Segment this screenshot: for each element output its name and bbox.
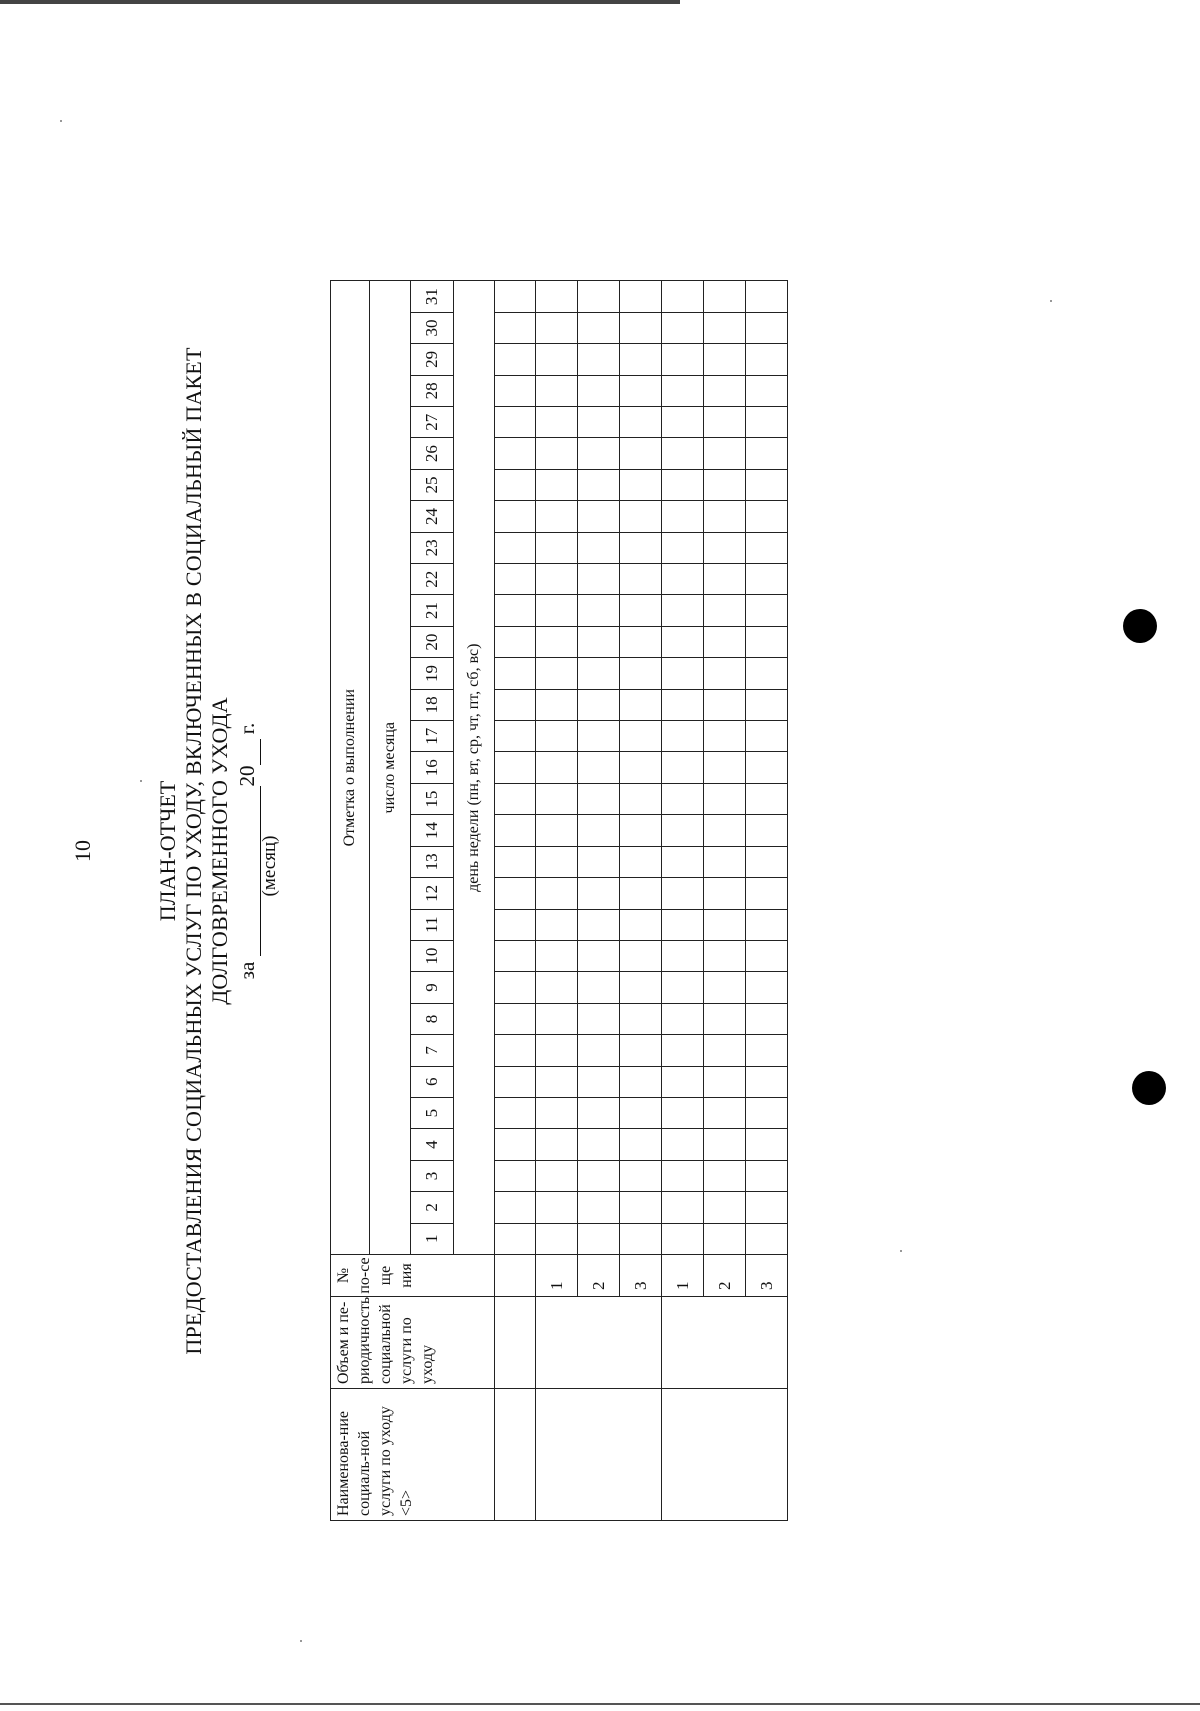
empty-cell: [495, 1035, 536, 1066]
day-number-cell: 23: [411, 532, 454, 563]
mark-cell: [620, 1003, 662, 1034]
mark-cell: [704, 501, 746, 532]
mark-cell: [536, 344, 578, 375]
year-blank: [238, 739, 261, 765]
mark-cell: [662, 878, 704, 909]
mark-cell: [704, 878, 746, 909]
mark-cell: [620, 1097, 662, 1128]
mark-cell: [620, 1223, 662, 1254]
mark-cell: [704, 532, 746, 563]
mark-cell: [704, 1160, 746, 1191]
day-number-cell: 16: [411, 752, 454, 783]
mark-cell: [536, 783, 578, 814]
mark-cell: [620, 1192, 662, 1223]
mark-cell: [662, 501, 704, 532]
visit-number-cell: 2: [578, 1255, 620, 1297]
day-number-cell: 9: [411, 972, 454, 1003]
mark-cell: [536, 1035, 578, 1066]
day-number-cell: 6: [411, 1066, 454, 1097]
mark-cell: [578, 783, 620, 814]
year-prefix: 20: [235, 765, 259, 787]
mark-cell: [536, 846, 578, 877]
mark-cell: [746, 626, 788, 657]
empty-cell: [495, 846, 536, 877]
mark-cell: [578, 940, 620, 971]
mark-cell: [704, 689, 746, 720]
mark-cell: [746, 752, 788, 783]
scan-bottom-edge: [0, 1703, 1200, 1705]
mark-cell: [662, 375, 704, 406]
mark-cell: [704, 564, 746, 595]
mark-cell: [662, 626, 704, 657]
mark-cell: [536, 689, 578, 720]
mark-cell: [536, 815, 578, 846]
mark-cell: [704, 407, 746, 438]
mark-cell: [662, 595, 704, 626]
mark-cell: [620, 689, 662, 720]
empty-cell: [495, 501, 536, 532]
day-number-cell: 24: [411, 501, 454, 532]
mark-cell: [704, 281, 746, 312]
header-visit-number: № по-се ще ния: [331, 1255, 495, 1297]
mark-cell: [536, 626, 578, 657]
day-number-cell: 2: [411, 1192, 454, 1223]
mark-cell: [620, 281, 662, 312]
service-name-cell: [662, 1389, 788, 1521]
mark-cell: [746, 1223, 788, 1254]
mark-cell: [578, 532, 620, 563]
mark-cell: [662, 972, 704, 1003]
empty-cell: [495, 815, 536, 846]
mark-cell: [746, 312, 788, 343]
mark-cell: [620, 783, 662, 814]
day-number-cell: 26: [411, 438, 454, 469]
mark-cell: [578, 909, 620, 940]
month-blank: [238, 786, 261, 956]
empty-cell: [495, 1223, 536, 1254]
mark-cell: [746, 972, 788, 1003]
mark-cell: [620, 909, 662, 940]
mark-cell: [746, 1066, 788, 1097]
day-number-cell: 19: [411, 658, 454, 689]
header-weekday: день недели (пн, вт, ср, чт, пт, сб, вс): [454, 281, 495, 1255]
mark-cell: [704, 438, 746, 469]
rotated-sheet: [0, 91, 1140, 1611]
mark-cell: [536, 375, 578, 406]
mark-cell: [746, 1003, 788, 1034]
mark-cell: [620, 595, 662, 626]
mark-cell: [536, 972, 578, 1003]
header-row: [331, 281, 370, 1521]
mark-cell: [704, 909, 746, 940]
mark-cell: [662, 1192, 704, 1223]
mark-cell: [620, 972, 662, 1003]
empty-cell: [495, 878, 536, 909]
mark-cell: [578, 501, 620, 532]
visit-number-cell: 3: [620, 1255, 662, 1297]
mark-cell: [704, 312, 746, 343]
mark-cell: [746, 815, 788, 846]
empty-cell: [495, 721, 536, 752]
mark-cell: [578, 721, 620, 752]
mark-cell: [704, 1097, 746, 1128]
empty-cell: [495, 1192, 536, 1223]
mark-cell: [746, 1129, 788, 1160]
mark-cell: [662, 658, 704, 689]
mark-cell: [536, 1129, 578, 1160]
visit-number-cell: 1: [662, 1255, 704, 1297]
mark-cell: [536, 438, 578, 469]
mark-cell: [536, 564, 578, 595]
day-number-cell: 8: [411, 1003, 454, 1034]
mark-cell: [536, 1192, 578, 1223]
mark-cell: [746, 658, 788, 689]
mark-cell: [704, 1129, 746, 1160]
title-line-1: ПЛАН-ОТЧЕТ: [155, 780, 180, 922]
mark-cell: [662, 438, 704, 469]
mark-cell: [662, 1035, 704, 1066]
mark-cell: [536, 1160, 578, 1191]
mark-cell: [578, 312, 620, 343]
mark-cell: [704, 972, 746, 1003]
mark-cell: [620, 407, 662, 438]
mark-cell: [620, 1035, 662, 1066]
period-prefix: за: [235, 961, 259, 980]
mark-cell: [578, 595, 620, 626]
empty-cell: [495, 407, 536, 438]
day-number-cell: 31: [411, 281, 454, 312]
mark-cell: [746, 407, 788, 438]
mark-cell: [578, 658, 620, 689]
day-number-cell: 1: [411, 1223, 454, 1254]
mark-cell: [620, 344, 662, 375]
mark-cell: [578, 344, 620, 375]
mark-cell: [620, 375, 662, 406]
empty-cell: [495, 344, 536, 375]
mark-cell: [620, 501, 662, 532]
mark-cell: [578, 689, 620, 720]
mark-cell: [746, 846, 788, 877]
mark-cell: [704, 1003, 746, 1034]
page-number: 10: [70, 840, 95, 862]
mark-cell: [536, 1097, 578, 1128]
mark-cell: [620, 1160, 662, 1191]
mark-cell: [578, 438, 620, 469]
table-row: [536, 281, 578, 1521]
mark-cell: [578, 1097, 620, 1128]
mark-cell: [704, 1192, 746, 1223]
mark-cell: [620, 658, 662, 689]
table-row: [662, 281, 704, 1521]
title-block: [155, 251, 281, 1451]
mark-cell: [746, 532, 788, 563]
day-number-cell: 29: [411, 344, 454, 375]
empty-cell: [495, 752, 536, 783]
year-suffix: г.: [235, 722, 259, 735]
mark-cell: [620, 1129, 662, 1160]
mark-cell: [662, 1223, 704, 1254]
mark-cell: [746, 878, 788, 909]
empty-cell: [495, 940, 536, 971]
scan-speck: [300, 1640, 302, 1642]
empty-cell: [495, 689, 536, 720]
mark-cell: [620, 438, 662, 469]
day-number-cell: 5: [411, 1097, 454, 1128]
mark-cell: [704, 815, 746, 846]
empty-cell: [495, 438, 536, 469]
mark-cell: [704, 469, 746, 500]
mark-cell: [704, 846, 746, 877]
mark-cell: [578, 375, 620, 406]
day-number-cell: 11: [411, 909, 454, 940]
mark-cell: [620, 564, 662, 595]
mark-cell: [704, 1035, 746, 1066]
mark-cell: [704, 1066, 746, 1097]
empty-cell: [495, 1003, 536, 1034]
mark-cell: [620, 626, 662, 657]
mark-cell: [704, 752, 746, 783]
day-number-cell: 22: [411, 564, 454, 595]
mark-cell: [620, 1066, 662, 1097]
mark-cell: [746, 721, 788, 752]
empty-cell: [495, 469, 536, 500]
visit-number-cell: 1: [536, 1255, 578, 1297]
empty-cell: [495, 532, 536, 563]
empty-cell: [495, 972, 536, 1003]
day-number-cell: 20: [411, 626, 454, 657]
mark-cell: [746, 783, 788, 814]
mark-cell: [536, 752, 578, 783]
header-volume: Объем и пе-риодичность социальной услуги по уходу: [331, 1297, 495, 1389]
mark-cell: [662, 1003, 704, 1034]
mark-cell: [662, 1129, 704, 1160]
mark-cell: [662, 1160, 704, 1191]
mark-cell: [578, 1129, 620, 1160]
mark-cell: [578, 815, 620, 846]
mark-cell: [536, 595, 578, 626]
mark-cell: [536, 878, 578, 909]
mark-cell: [578, 752, 620, 783]
mark-cell: [746, 344, 788, 375]
day-number-cell: 25: [411, 469, 454, 500]
mark-cell: [704, 344, 746, 375]
mark-cell: [578, 1160, 620, 1191]
day-number-cell: 14: [411, 815, 454, 846]
mark-cell: [746, 1097, 788, 1128]
mark-cell: [620, 312, 662, 343]
empty-cell: [495, 1160, 536, 1191]
mark-cell: [536, 1066, 578, 1097]
mark-cell: [704, 721, 746, 752]
mark-cell: [536, 721, 578, 752]
header-day-of-month: число месяца: [370, 281, 411, 1255]
mark-cell: [704, 940, 746, 971]
mark-cell: [620, 878, 662, 909]
mark-cell: [536, 1223, 578, 1254]
day-number-cell: 15: [411, 783, 454, 814]
mark-cell: [746, 909, 788, 940]
visit-number-cell: 3: [746, 1255, 788, 1297]
mark-cell: [704, 626, 746, 657]
volume-cell: [536, 1297, 662, 1389]
day-number-cell: 18: [411, 689, 454, 720]
mark-cell: [704, 783, 746, 814]
mark-cell: [662, 721, 704, 752]
mark-cell: [662, 344, 704, 375]
mark-cell: [536, 281, 578, 312]
empty-cell: [495, 1129, 536, 1160]
header-completion-mark: Отметка о выполнении: [331, 281, 370, 1255]
mark-cell: [662, 469, 704, 500]
empty-cell: [495, 1066, 536, 1097]
mark-cell: [536, 532, 578, 563]
empty-cell: [495, 626, 536, 657]
mark-cell: [746, 375, 788, 406]
period-line: [233, 251, 261, 1451]
empty-cell: [495, 595, 536, 626]
mark-cell: [620, 532, 662, 563]
mark-cell: [662, 815, 704, 846]
day-number-cell: 4: [411, 1129, 454, 1160]
mark-cell: [746, 595, 788, 626]
day-number-cell: 10: [411, 940, 454, 971]
mark-cell: [662, 1066, 704, 1097]
mark-cell: [578, 972, 620, 1003]
mark-cell: [578, 564, 620, 595]
empty-cell: [495, 1297, 536, 1389]
mark-cell: [536, 940, 578, 971]
mark-cell: [704, 1223, 746, 1254]
header-service-name: Наименова-ние социаль-ной услуги по уходу <5>: [331, 1389, 495, 1521]
mark-cell: [704, 595, 746, 626]
empty-cell: [495, 1389, 536, 1521]
mark-cell: [746, 940, 788, 971]
mark-cell: [620, 469, 662, 500]
mark-cell: [662, 689, 704, 720]
mark-cell: [746, 281, 788, 312]
mark-cell: [620, 815, 662, 846]
spacer-row: [495, 281, 536, 1521]
mark-cell: [578, 1223, 620, 1254]
mark-cell: [662, 564, 704, 595]
mark-cell: [662, 532, 704, 563]
mark-cell: [746, 689, 788, 720]
mark-cell: [578, 846, 620, 877]
mark-cell: [662, 281, 704, 312]
mark-cell: [746, 1160, 788, 1191]
visit-number-cell: 2: [704, 1255, 746, 1297]
day-number-cell: 27: [411, 407, 454, 438]
report-table: [330, 280, 788, 1521]
day-number-cell: 13: [411, 846, 454, 877]
mark-cell: [620, 721, 662, 752]
mark-cell: [746, 1035, 788, 1066]
mark-cell: [578, 281, 620, 312]
mark-cell: [662, 752, 704, 783]
mark-cell: [578, 1003, 620, 1034]
empty-cell: [495, 909, 536, 940]
day-number-cell: 12: [411, 878, 454, 909]
mark-cell: [662, 1097, 704, 1128]
mark-cell: [662, 846, 704, 877]
empty-cell: [495, 783, 536, 814]
empty-cell: [495, 312, 536, 343]
mark-cell: [578, 1192, 620, 1223]
mark-cell: [536, 1003, 578, 1034]
mark-cell: [578, 1035, 620, 1066]
mark-cell: [662, 783, 704, 814]
mark-cell: [578, 878, 620, 909]
empty-cell: [495, 658, 536, 689]
mark-cell: [662, 909, 704, 940]
mark-cell: [662, 940, 704, 971]
mark-cell: [536, 469, 578, 500]
mark-cell: [536, 312, 578, 343]
mark-cell: [704, 658, 746, 689]
mark-cell: [578, 469, 620, 500]
mark-cell: [704, 375, 746, 406]
day-number-cell: 17: [411, 721, 454, 752]
empty-cell: [495, 564, 536, 595]
day-number-cell: 28: [411, 375, 454, 406]
mark-cell: [620, 940, 662, 971]
mark-cell: [536, 658, 578, 689]
empty-cell: [495, 375, 536, 406]
title-line-2: ПРЕДОСТАВЛЕНИЯ СОЦИАЛЬНЫХ УСЛУГ ПО УХОДУ, ВКЛЮЧЕННЫХ В СОЦИАЛЬНЫЙ ПАКЕТ ДОЛГОВРЕМЕННОГО УХОДА: [181, 347, 232, 1355]
mark-cell: [662, 312, 704, 343]
empty-cell: [495, 1255, 536, 1297]
mark-cell: [620, 752, 662, 783]
mark-cell: [536, 407, 578, 438]
day-number-cell: 21: [411, 595, 454, 626]
mark-cell: [536, 909, 578, 940]
mark-cell: [746, 501, 788, 532]
empty-cell: [495, 1097, 536, 1128]
mark-cell: [578, 407, 620, 438]
day-number-cell: 7: [411, 1035, 454, 1066]
day-number-cell: 3: [411, 1160, 454, 1191]
mark-cell: [746, 438, 788, 469]
empty-cell: [495, 281, 536, 312]
mark-cell: [620, 846, 662, 877]
volume-cell: [662, 1297, 788, 1389]
mark-cell: [746, 469, 788, 500]
mark-cell: [746, 1192, 788, 1223]
day-number-cell: 30: [411, 312, 454, 343]
service-name-cell: [536, 1389, 662, 1521]
mark-cell: [578, 626, 620, 657]
mark-cell: [536, 501, 578, 532]
mark-cell: [662, 407, 704, 438]
month-caption: (месяц): [259, 835, 280, 897]
scan-top-edge: [0, 0, 680, 4]
mark-cell: [578, 1066, 620, 1097]
mark-cell: [746, 564, 788, 595]
